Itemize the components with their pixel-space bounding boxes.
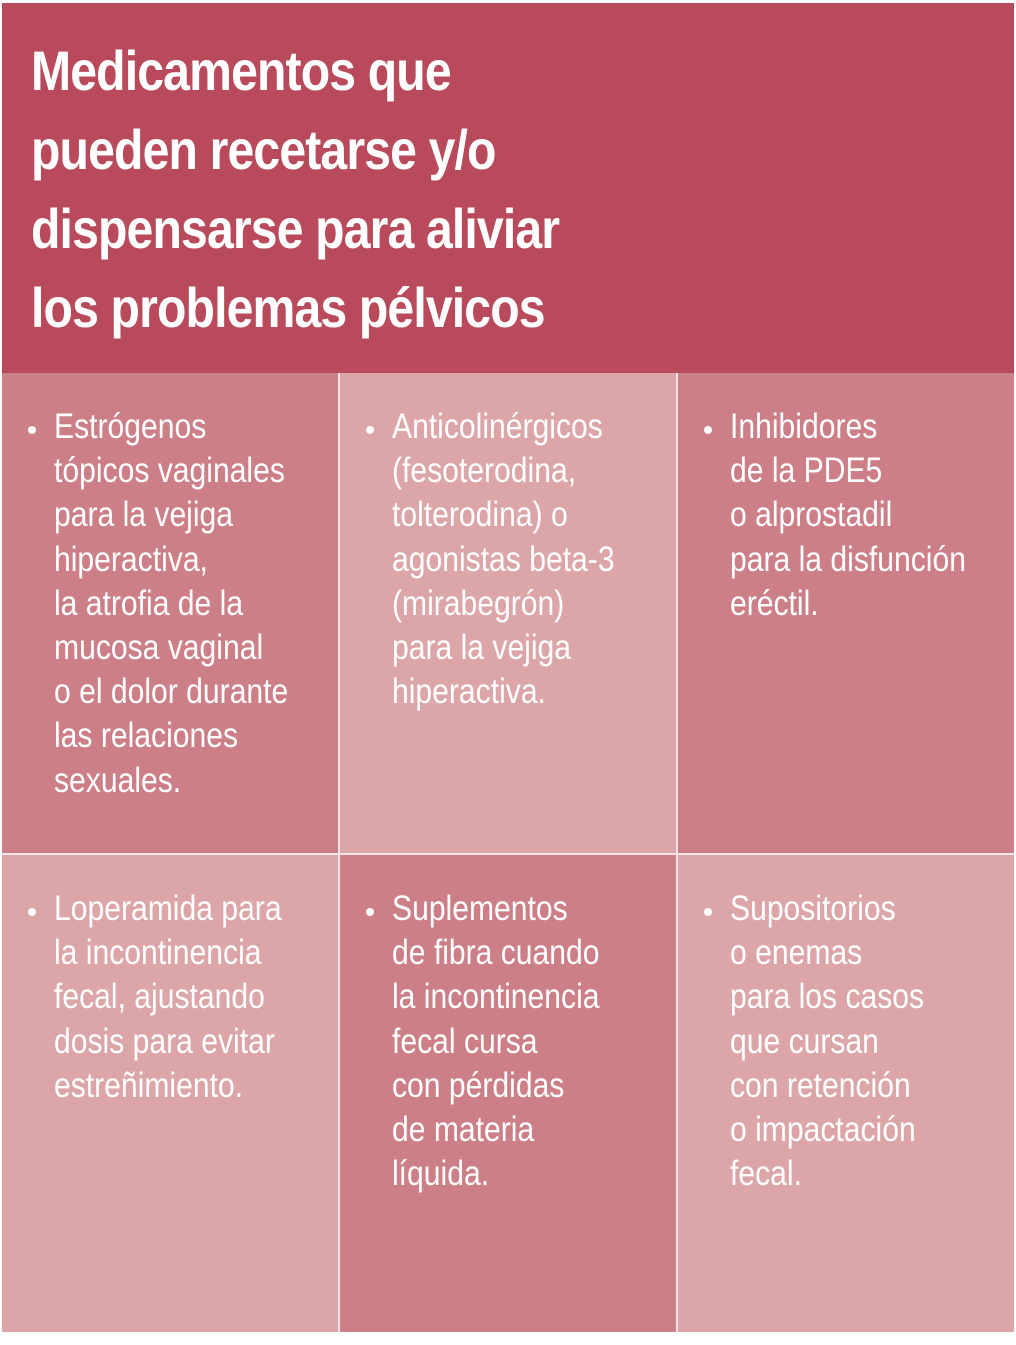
bullet-item [28, 887, 324, 1108]
text-line: de fibra cuando [392, 933, 600, 973]
text-line: o enemas [730, 933, 863, 973]
bullet-text [730, 887, 924, 1196]
text-line: para la vejiga [54, 495, 234, 535]
medication-grid [2, 373, 1014, 1332]
text-line: fecal. [730, 1154, 802, 1194]
text-line: agonistas beta-3 [392, 539, 615, 579]
text-line: Inhibidores [730, 407, 878, 446]
bullet-dot-icon [704, 426, 712, 434]
text-line: dosis para evitar [54, 1021, 275, 1061]
text-line: Estrógenos [54, 407, 207, 446]
bullet-text [54, 405, 288, 803]
cell-pde5-inhibitors [676, 373, 1014, 853]
text-line: las relaciones [54, 716, 239, 756]
medication-info-card [2, 3, 1014, 1332]
header-banner [2, 3, 1014, 373]
text-line: líquida. [392, 1154, 490, 1194]
text-line: (mirabegrón) [392, 583, 565, 623]
bullet-dot-icon [28, 908, 36, 916]
text-line: Suplementos [392, 889, 568, 928]
text-line: para la disfunción [730, 539, 966, 579]
text-line: sexuales. [54, 760, 182, 800]
cell-anticholinergics [338, 373, 676, 853]
page-title [31, 31, 633, 347]
text-line: o alprostadil [730, 495, 893, 535]
cell-estrogens [2, 373, 338, 853]
text-line: tolterodina) o [392, 495, 568, 535]
text-line: fecal cursa [392, 1021, 538, 1061]
title-line: pueden recetarse y/o [31, 118, 496, 181]
text-line: tópicos vaginales [54, 451, 285, 491]
bullet-item [28, 405, 324, 803]
text-line: que cursan [730, 1021, 879, 1061]
text-line: Anticolinérgicos [392, 407, 603, 446]
bullet-item [366, 405, 662, 714]
text-line: de la PDE5 [730, 451, 883, 491]
text-line: (fesoterodina, [392, 451, 577, 491]
bullet-item [366, 887, 662, 1196]
text-line: con pérdidas [392, 1065, 565, 1105]
text-line: o impactación [730, 1110, 916, 1150]
text-line: eréctil. [730, 583, 819, 623]
bullet-text [392, 405, 615, 714]
bullet-text [730, 405, 966, 626]
text-line: la incontinencia [392, 977, 600, 1017]
text-line: para la vejiga [392, 628, 572, 668]
text-line: para los casos [730, 977, 925, 1017]
cell-suppositories [676, 853, 1014, 1332]
bullet-dot-icon [28, 426, 36, 434]
title-line: los problemas pélvicos [31, 276, 545, 339]
text-line: Loperamida para [54, 889, 282, 928]
text-line: mucosa vaginal [54, 628, 264, 668]
bullet-item [704, 405, 1000, 626]
text-line: la atrofia de la [54, 583, 244, 623]
bullet-dot-icon [704, 908, 712, 916]
text-line: de materia [392, 1110, 535, 1150]
text-line: estreñimiento. [54, 1065, 244, 1105]
bullet-item [704, 887, 1000, 1196]
text-line: Supositorios [730, 889, 896, 928]
bullet-text [392, 887, 600, 1196]
cell-loperamide [2, 853, 338, 1332]
title-line: dispensarse para aliviar [31, 197, 560, 260]
title-line: Medicamentos que [31, 39, 451, 102]
text-line: con retención [730, 1065, 911, 1105]
text-line: fecal, ajustando [54, 977, 265, 1017]
text-line: la incontinencia [54, 933, 262, 973]
bullet-dot-icon [366, 426, 374, 434]
bullet-dot-icon [366, 908, 374, 916]
text-line: hiperactiva, [54, 539, 208, 579]
text-line: hiperactiva. [392, 672, 546, 712]
text-line: o el dolor durante [54, 672, 289, 712]
bullet-text [54, 887, 282, 1108]
cell-fiber-supplements [338, 853, 676, 1332]
